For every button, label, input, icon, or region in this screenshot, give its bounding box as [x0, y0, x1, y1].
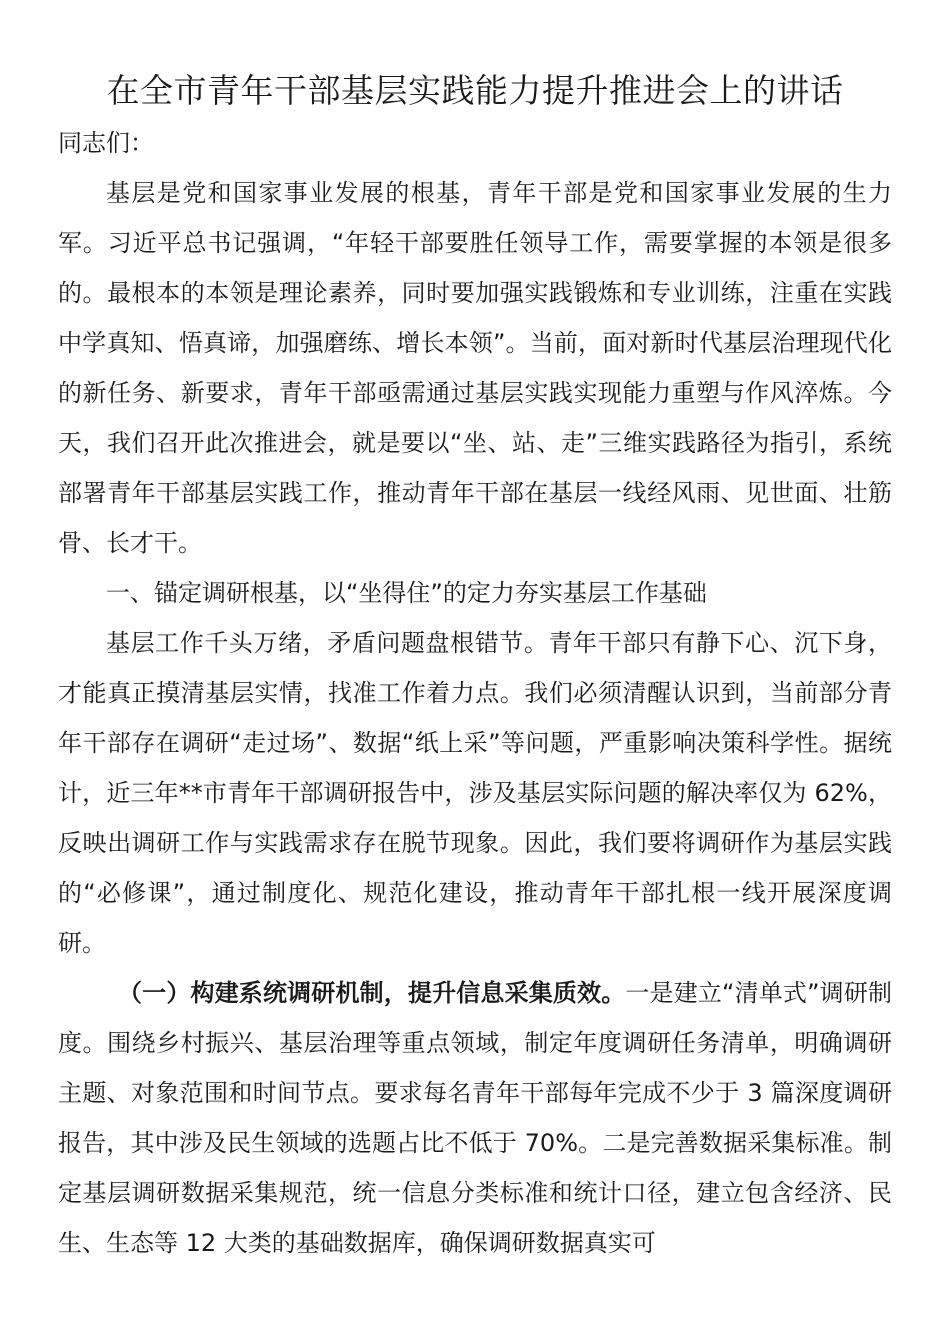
section-1-paragraph: 基层工作千头万绪，矛盾问题盘根错节。青年干部只有静下心、沉下身，才能真正摸清基层实情，找准工作着力点。我们必须清醒认识到，当前部分青年干部存在调研“走过场”、数据“纸上采”等问题，严重影响决策科学性。据统计，近三年**市青年干部调研报告中，涉及基层实际问题的解决率仅为 62%，反映出调研工作与实践需求存在脱节现象。因此，我们要将调研作为基层实践的“必修课”，通过制度化、规范化建设，推动青年干部扎根一线开展深度调研。 — [58, 629, 892, 957]
document-title: 在全市青年干部基层实践能力提升推进会上的讲话 — [106, 71, 844, 110]
subsection-1-heading: （一）构建系统调研机制，提升信息采集质效。 — [118, 979, 626, 1007]
salutation: 同志们： — [58, 129, 154, 157]
subsection-1-body: 一是建立“清单式”调研制度。围绕乡村振兴、基层治理等重点领域，制定年度调研任务清单，明确调研主题、对象范围和时间节点。要求每名青年干部每年完成不少于 3 篇深度调研报告，其中涉及民生领域的选题占比不低于 70%。二是完善数据采集标准。制定基层调研数据采集规范，统一信息分类标准和统计口径，建立包含经济、民生、生态等 12 大类的基础数据库，确保调研数据真实可 — [58, 979, 893, 1257]
subsection-1-paragraph — [58, 968, 892, 1268]
document-body — [58, 118, 892, 1268]
section-1-heading: 一、锚定调研根基，以“坐得住”的定力夯实基层工作基础 — [106, 579, 707, 607]
intro-paragraph: 基层是党和国家事业发展的根基，青年干部是党和国家事业发展的生力军。习近平总书记强调，“年轻干部要胜任领导工作，需要掌握的本领是很多的。最根本的本领是理论素养，同时要加强实践锻炼和专业训练，注重在实践中学真知、悟真谛，加强磨练、增长本领”。当前，面对新时代基层治理现代化的新任务、新要求，青年干部亟需通过基层实践实现能力重塑与作风淬炼。今天，我们召开此次推进会，就是要以“坐、站、走”三维实践路径为指引，系统部署青年干部基层实践工作，推动青年干部在基层一线经风雨、见世面、壮筋骨、长才干。 — [58, 179, 892, 557]
